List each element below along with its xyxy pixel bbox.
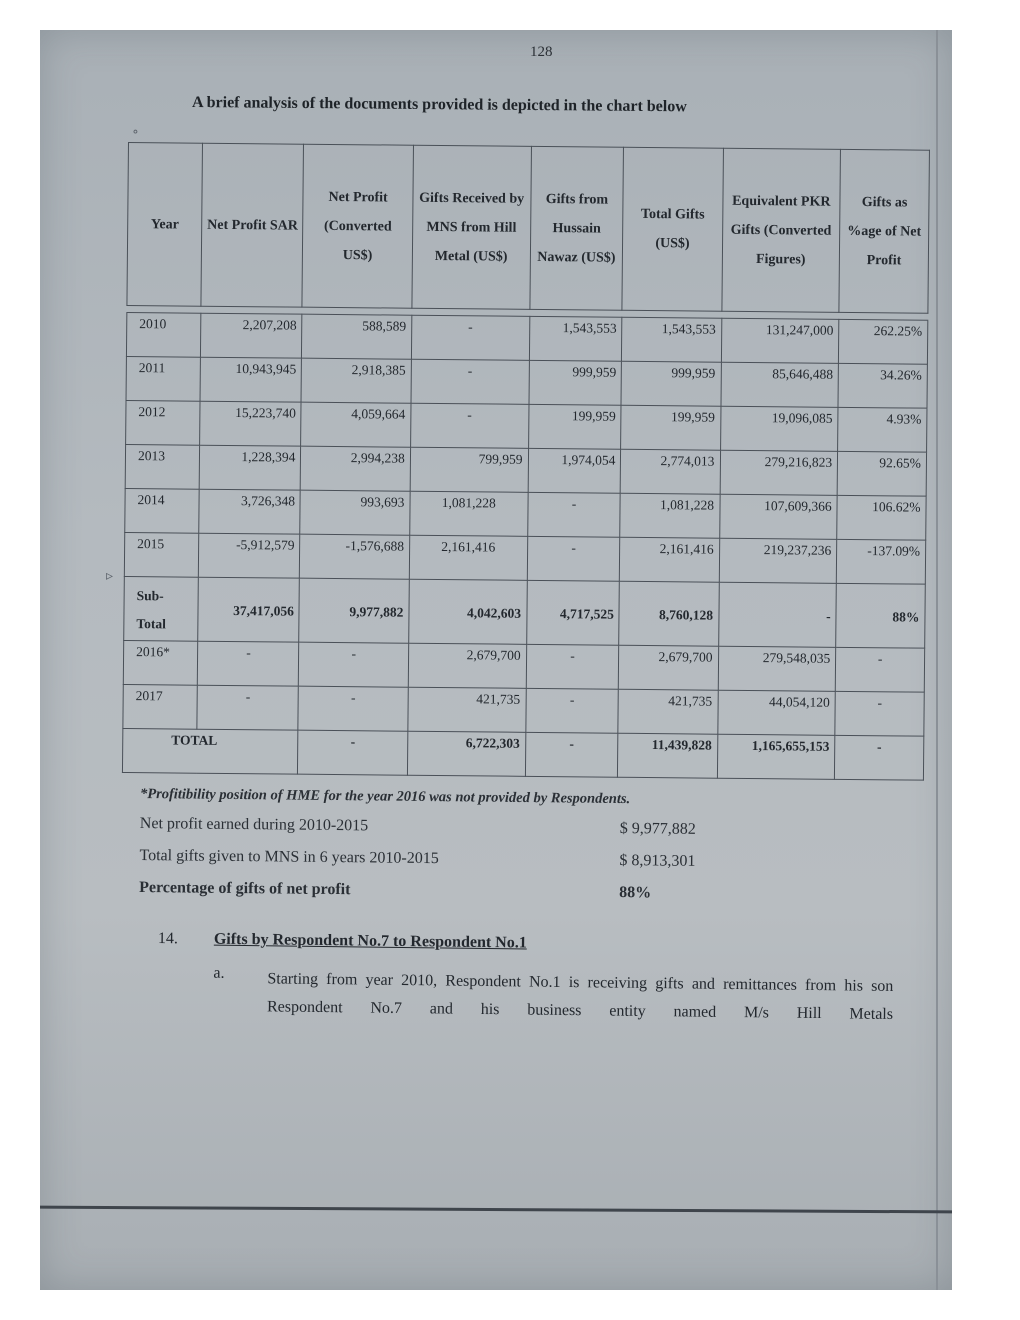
table-cell: 4,717,525 bbox=[526, 580, 620, 645]
table-cell: 2,679,700 bbox=[619, 645, 718, 690]
section-paragraph: Starting from year 2010, Respondent No.1 is receiving gifts and remittances from his son Respondent No.7 and his business entity named M/s Hill Metals bbox=[266, 970, 894, 1023]
table-cell: - bbox=[525, 688, 618, 733]
table-cell: - bbox=[718, 582, 836, 647]
section-heading: Gifts by Respondent No.7 to Respondent No.1 bbox=[213, 930, 527, 952]
summary-value: $ 9,977,882 bbox=[619, 820, 696, 838]
table-cell: 421,735 bbox=[408, 687, 526, 732]
table-row bbox=[124, 532, 925, 584]
table-footnote: *Profitibility position of HME for the year 2016 was not provided by Respondents. bbox=[139, 786, 631, 808]
table-cell: 1,543,553 bbox=[622, 317, 721, 362]
table-cell: 2011 bbox=[126, 356, 201, 401]
summary-label: Total gifts given to MNS in 6 years 2010-2015 bbox=[139, 846, 439, 868]
table-cell: 588,589 bbox=[302, 314, 412, 359]
subsection-letter: a. bbox=[213, 964, 225, 982]
header-cell: Equivalent PKR Gifts (Converted Figures) bbox=[721, 148, 840, 312]
table-cell: 2014 bbox=[125, 488, 200, 533]
table-cell: 219,237,236 bbox=[719, 538, 837, 583]
table-cell: 1,081,228 bbox=[620, 493, 719, 538]
subtotal-label-cell bbox=[124, 576, 199, 641]
table-cell: 279,548,035 bbox=[718, 646, 836, 691]
scan-mark: ▹ bbox=[106, 569, 114, 584]
analysis-table-wrapper bbox=[122, 142, 930, 781]
table-cell: 999,959 bbox=[621, 361, 720, 406]
table-cell: 2013 bbox=[125, 444, 200, 489]
table-cell: 2,161,416 bbox=[620, 537, 719, 582]
table-row bbox=[126, 400, 927, 452]
table-cell: 2,679,700 bbox=[408, 643, 526, 688]
table-cell: 9,977,882 bbox=[299, 578, 409, 643]
subtotal-label-line: Sub- bbox=[136, 588, 164, 604]
table-cell: - bbox=[299, 642, 409, 687]
table-cell: 1,228,394 bbox=[199, 445, 301, 490]
table-cell: 2010 bbox=[126, 312, 201, 357]
page-number: 128 bbox=[530, 44, 553, 60]
table-cell: 131,247,000 bbox=[721, 318, 839, 363]
summary-label: Percentage of gifts of net profit bbox=[139, 878, 351, 899]
table-cell: 2,774,013 bbox=[621, 449, 720, 494]
table-row bbox=[125, 444, 926, 496]
table-cell: - bbox=[198, 641, 300, 686]
section-number: 14. bbox=[157, 930, 178, 948]
table-cell: 2015 bbox=[124, 532, 199, 577]
table-cell: - bbox=[526, 644, 619, 689]
table-cell: 279,216,823 bbox=[720, 450, 838, 495]
table-cell: 107,609,366 bbox=[719, 494, 837, 539]
summary-block bbox=[139, 808, 740, 910]
table-row bbox=[123, 640, 924, 692]
table-cell: - bbox=[835, 735, 924, 780]
table-row bbox=[126, 356, 927, 408]
table-cell: - bbox=[527, 492, 620, 537]
table-cell: 10,943,945 bbox=[200, 357, 302, 402]
table-cell: 262.25% bbox=[839, 319, 928, 364]
header-cell: Net Profit (Converted US$) bbox=[302, 144, 413, 308]
table-cell: 1,543,553 bbox=[529, 316, 622, 361]
table-cell: 4,042,603 bbox=[409, 579, 527, 644]
table-cell: -137.09% bbox=[836, 539, 925, 584]
table-cell: 92.65% bbox=[837, 451, 926, 496]
table-row bbox=[125, 488, 926, 540]
table-cell: 1,974,054 bbox=[528, 448, 621, 493]
table-cell: - bbox=[525, 732, 618, 777]
table-cell: 44,054,120 bbox=[717, 690, 835, 735]
table-cell: 199,959 bbox=[528, 404, 621, 449]
table-cell: 88% bbox=[836, 583, 925, 648]
table-cell: 3,726,348 bbox=[199, 489, 301, 534]
table-cell: 19,096,085 bbox=[720, 406, 838, 451]
table-cell: - bbox=[411, 359, 529, 404]
table-cell: 799,959 bbox=[410, 447, 528, 492]
summary-value: $ 8,913,301 bbox=[619, 852, 696, 870]
table-row bbox=[123, 684, 924, 736]
table-cell: 2,161,416 bbox=[409, 535, 527, 580]
summary-row bbox=[139, 872, 739, 910]
header-cell: Gifts Received by MNS from Hill Metal (US$) bbox=[412, 145, 531, 309]
document-page bbox=[40, 30, 952, 1290]
table-row bbox=[126, 312, 927, 364]
table-cell: 2012 bbox=[126, 400, 201, 445]
table-cell: 1,081,228 bbox=[410, 491, 528, 536]
table-cell: 8,760,128 bbox=[619, 581, 719, 646]
table-cell: 2,994,238 bbox=[301, 446, 411, 491]
table-cell: - bbox=[410, 403, 528, 448]
table-cell: 2,918,385 bbox=[301, 358, 411, 403]
summary-label: Net profit earned during 2010-2015 bbox=[139, 814, 369, 835]
bottom-rule bbox=[40, 1206, 952, 1214]
table-cell: 2017 bbox=[123, 684, 198, 729]
table-cell: - bbox=[411, 315, 529, 360]
table-cell: 11,439,828 bbox=[618, 733, 717, 778]
table-cell: 6,722,303 bbox=[407, 731, 525, 776]
table-cell: 34.26% bbox=[838, 363, 927, 408]
summary-value: 88% bbox=[619, 884, 652, 902]
section-14 bbox=[157, 930, 918, 1023]
table-cell: - bbox=[197, 685, 299, 730]
table-cell: 999,959 bbox=[529, 360, 622, 405]
table-cell: 15,223,740 bbox=[200, 401, 302, 446]
table-cell: 2,207,208 bbox=[201, 313, 303, 358]
page-edge-line bbox=[936, 30, 938, 1290]
table-cell: - bbox=[835, 647, 924, 692]
table-cell: -5,912,579 bbox=[199, 533, 301, 578]
table-cell: 993,693 bbox=[300, 490, 410, 535]
header-cell: Gifts from Hussain Nawaz (US$) bbox=[529, 146, 623, 310]
table-cell: 4.93% bbox=[838, 407, 927, 452]
header-cell: Total Gifts (US$) bbox=[622, 147, 723, 311]
header-cell: Year bbox=[127, 143, 203, 307]
table-cell: 2016* bbox=[123, 640, 198, 685]
table-cell: - bbox=[298, 730, 408, 775]
table-cell: -1,576,688 bbox=[300, 534, 410, 579]
table-cell: 37,417,056 bbox=[198, 577, 300, 642]
intro-sentence: A brief analysis of the documents provided is depicted in the chart below bbox=[191, 94, 687, 116]
table-cell: 85,646,488 bbox=[721, 362, 839, 407]
table-header-row bbox=[127, 143, 930, 314]
subtotal-label-line: Total bbox=[136, 616, 166, 632]
table-cell: 106.62% bbox=[837, 495, 926, 540]
table-cell: 421,735 bbox=[618, 689, 717, 734]
header-cell: Gifts as %age of Net Profit bbox=[839, 149, 929, 313]
scan-mark: ∘ bbox=[132, 125, 139, 140]
header-cell: Net Profit SAR bbox=[201, 143, 304, 307]
analysis-table bbox=[122, 142, 930, 781]
table-cell: 4,059,664 bbox=[301, 402, 411, 447]
total-row bbox=[122, 728, 923, 780]
table-cell: 1,165,655,153 bbox=[717, 734, 835, 779]
table-cell: 199,959 bbox=[621, 405, 720, 450]
table-cell: - bbox=[527, 536, 620, 581]
table-cell: - bbox=[298, 686, 408, 731]
total-label-cell: TOTAL bbox=[122, 728, 298, 774]
table-cell: - bbox=[835, 691, 924, 736]
subtotal-row bbox=[124, 576, 926, 648]
